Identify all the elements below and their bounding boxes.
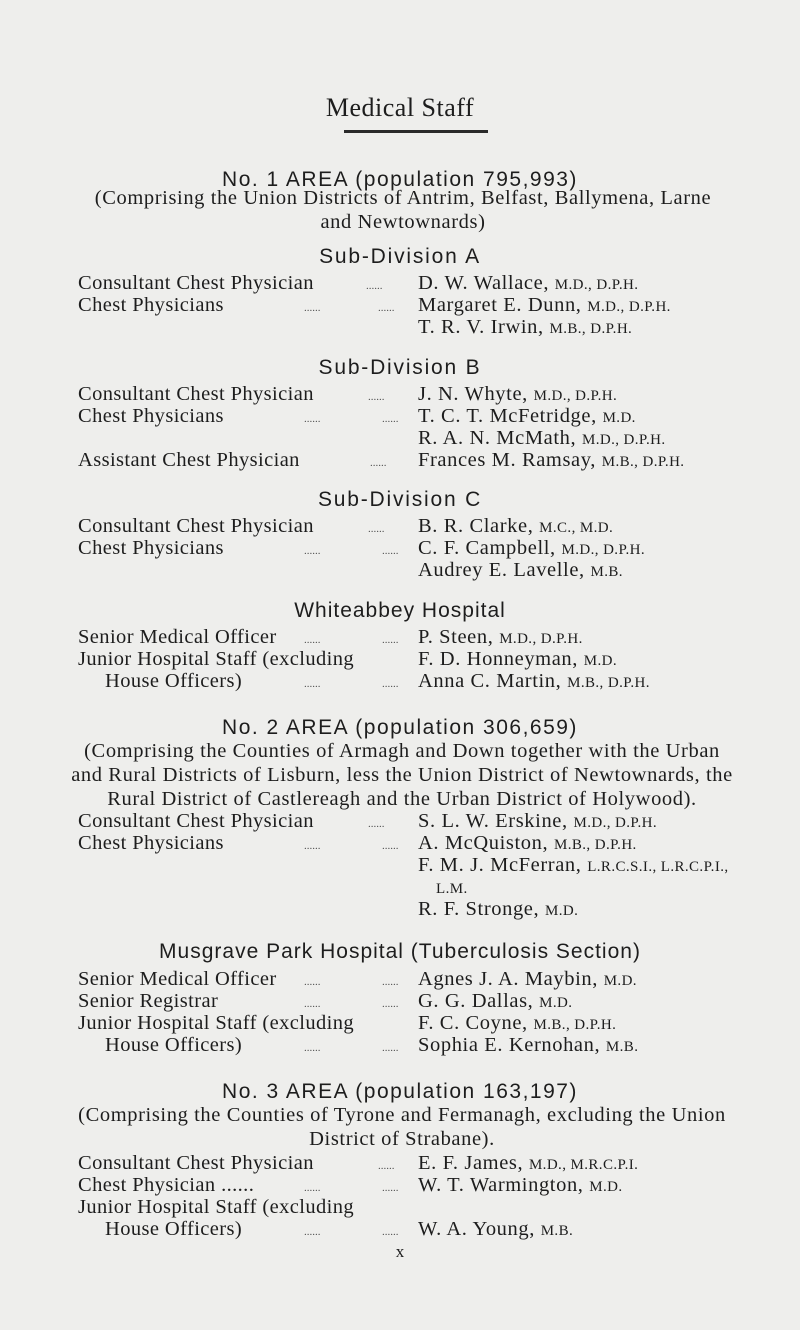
- musgrave-heading: Musgrave Park Hospital (Tuberculosis Section): [159, 940, 641, 963]
- subC-chest-role: Chest Physicians: [78, 537, 224, 559]
- area3-heading: No. 3 AREA (population 163,197): [222, 1080, 578, 1103]
- area3-chest-role: Chest Physician ......: [78, 1174, 255, 1196]
- musgrave-registrar-role: Senior Registrar: [78, 990, 219, 1012]
- leader-dots: ......: [378, 1160, 395, 1172]
- subB-assistant-name: Frances M. Ramsay, M.B., D.P.H.: [418, 449, 685, 471]
- leader-dots: ......: [304, 413, 321, 425]
- whiteabbey-senior-name: P. Steen, M.D., D.P.H.: [418, 626, 583, 648]
- whiteabbey-junior-name-2: Anna C. Martin, M.B., D.P.H.: [418, 670, 650, 692]
- area2-chest-role: Chest Physicians: [78, 832, 224, 854]
- leader-dots: ......: [304, 840, 321, 852]
- leader-dots: ......: [304, 1042, 321, 1054]
- whiteabbey-junior-role: Junior Hospital Staff (excluding: [78, 648, 355, 670]
- subC-consultant-role: Consultant Chest Physician: [78, 515, 314, 537]
- leader-dots: ......: [304, 302, 321, 314]
- subA-chest-name-2: T. R. V. Irwin, M.B., D.P.H.: [418, 316, 633, 338]
- area2-description: (Comprising the Counties of Armagh and Down together with the Urban and Rural Districts of Lisburn, less the Union District of Newtownards, the Rural District of Castlereagh and the Urban District of Holywood).: [71, 740, 733, 810]
- subB-assistant-role: Assistant Chest Physician: [78, 449, 300, 471]
- subC-chest-name-1: C. F. Campbell, M.D., D.P.H.: [418, 537, 646, 559]
- leader-dots: ......: [304, 998, 321, 1010]
- area2-chest-name-2-cont: L.M.: [436, 881, 468, 897]
- leader-dots: ......: [382, 1042, 399, 1054]
- subB-consultant-name: J. N. Whyte, M.D., D.P.H.: [418, 383, 618, 405]
- subB-chest-role: Chest Physicians: [78, 405, 224, 427]
- subA-chest-role: Chest Physicians: [78, 294, 224, 316]
- area2-heading: No. 2 AREA (population 306,659): [222, 716, 578, 739]
- musgrave-junior-role: Junior Hospital Staff (excluding: [78, 1012, 355, 1034]
- area3-consultant-name: E. F. James, M.D., M.R.C.P.I.: [418, 1152, 639, 1174]
- leader-dots: ......: [382, 678, 399, 690]
- title-underline: [344, 130, 488, 133]
- leader-dots: ......: [382, 634, 399, 646]
- musgrave-registrar-name: G. G. Dallas, M.D.: [418, 990, 573, 1012]
- area3-junior-role-cont: House Officers): [105, 1218, 243, 1240]
- leader-dots: ......: [304, 634, 321, 646]
- musgrave-junior-role-cont: House Officers): [105, 1034, 243, 1056]
- area1-heading: No. 1 AREA (population 795,993): [222, 168, 578, 191]
- leader-dots: ......: [304, 1226, 321, 1238]
- leader-dots: ......: [304, 976, 321, 988]
- subdivision-b-heading: Sub-Division B: [318, 356, 482, 379]
- whiteabbey-junior-name-1: F. D. Honneyman, M.D.: [418, 648, 617, 670]
- area2-consultant-role: Consultant Chest Physician: [78, 810, 314, 832]
- leader-dots: ......: [368, 818, 385, 830]
- area2-consultant-name: S. L. W. Erskine, M.D., D.P.H.: [418, 810, 658, 832]
- leader-dots: ......: [304, 545, 321, 557]
- area3-consultant-role: Consultant Chest Physician: [78, 1152, 314, 1174]
- musgrave-junior-name-1: F. C. Coyne, M.B., D.P.H.: [418, 1012, 617, 1034]
- leader-dots: ......: [382, 1182, 399, 1194]
- leader-dots: ......: [378, 302, 395, 314]
- leader-dots: ......: [366, 280, 383, 292]
- whiteabbey-junior-role-cont: House Officers): [105, 670, 243, 692]
- musgrave-junior-name-2: Sophia E. Kernohan, M.B.: [418, 1034, 639, 1056]
- leader-dots: ......: [382, 545, 399, 557]
- subA-consultant-role: Consultant Chest Physician: [78, 272, 314, 294]
- subdivision-c-heading: Sub-Division C: [317, 488, 483, 511]
- area3-junior-name: W. A. Young, M.B.: [418, 1218, 574, 1240]
- area2-chest-name-2: F. M. J. McFerran, L.R.C.S.I., L.R.C.P.I.,: [418, 854, 729, 876]
- leader-dots: ......: [382, 998, 399, 1010]
- musgrave-senior-role: Senior Medical Officer: [78, 968, 277, 990]
- leader-dots: ......: [382, 840, 399, 852]
- whiteabbey-heading: Whiteabbey Hospital: [294, 599, 506, 622]
- subB-chest-name-1: T. C. T. McFetridge, M.D.: [418, 405, 636, 427]
- subB-chest-name-2: R. A. N. McMath, M.D., D.P.H.: [418, 427, 666, 449]
- subB-consultant-role: Consultant Chest Physician: [78, 383, 314, 405]
- subdivision-a-heading: Sub-Division A: [319, 245, 481, 268]
- area1-description: (Comprising the Union Districts of Antrim, Belfast, Ballymena, Larne and Newtownards): [94, 187, 712, 233]
- leader-dots: ......: [368, 523, 385, 535]
- subA-consultant-name: D. W. Wallace, M.D., D.P.H.: [418, 272, 639, 294]
- whiteabbey-senior-role: Senior Medical Officer: [78, 626, 277, 648]
- leader-dots: ......: [368, 391, 385, 403]
- leader-dots: ......: [382, 413, 399, 425]
- leader-dots: ......: [304, 678, 321, 690]
- subA-chest-name-1: Margaret E. Dunn, M.D., D.P.H.: [418, 294, 671, 316]
- area3-chest-name: W. T. Warmington, M.D.: [418, 1174, 623, 1196]
- leader-dots: ......: [382, 1226, 399, 1238]
- leader-dots: ......: [304, 1182, 321, 1194]
- area2-chest-name-1: A. McQuiston, M.B., D.P.H.: [418, 832, 637, 854]
- page-title: Medical Staff: [325, 93, 475, 122]
- musgrave-senior-name: Agnes J. A. Maybin, M.D.: [418, 968, 637, 990]
- area3-description: (Comprising the Counties of Tyrone and Fermanagh, excluding the Union District of Strabane).: [78, 1104, 726, 1150]
- leader-dots: ......: [382, 976, 399, 988]
- area2-chest-name-3: R. F. Stronge, M.D.: [418, 898, 579, 920]
- subC-chest-name-2: Audrey E. Lavelle, M.B.: [418, 559, 623, 581]
- page-number: x: [395, 1242, 405, 1261]
- subC-consultant-name: B. R. Clarke, M.C., M.D.: [418, 515, 614, 537]
- leader-dots: ......: [370, 457, 387, 469]
- area3-junior-role: Junior Hospital Staff (excluding: [78, 1196, 355, 1218]
